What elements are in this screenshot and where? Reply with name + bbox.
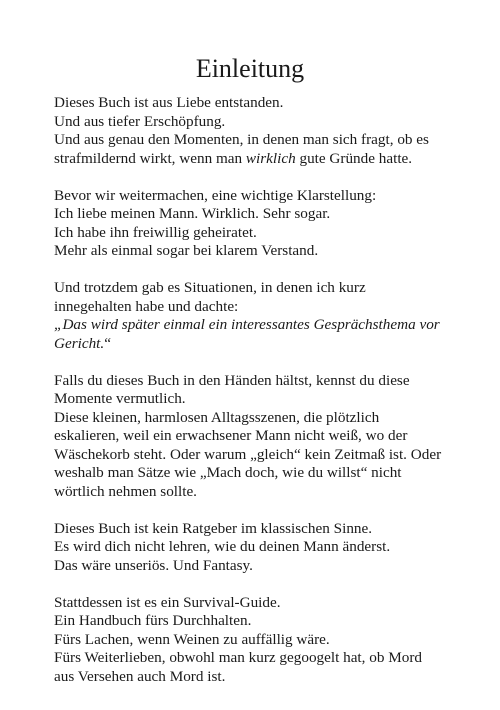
paragraph-3 — [54, 279, 454, 353]
text-line: Bevor wir weitermachen, eine wichtige Klarstellung: — [54, 186, 377, 204]
italic-quote: „Das wird später einmal ein interessantes Gesprächsthema vor Gericht. — [54, 316, 440, 352]
text-line: Falls du dieses Buch in den Händen hältst, kennst du diese — [54, 371, 410, 389]
paragraph-1 — [54, 94, 454, 168]
paragraph-2 — [54, 187, 454, 261]
paragraph-5 — [54, 520, 454, 576]
text-segment: gute Gründe hatte. — [295, 149, 413, 167]
text-line: innegehalten habe und dachte: — [54, 297, 239, 315]
text-line: Dieses Buch ist kein Ratgeber im klassischen Sinne. — [54, 519, 373, 537]
text-line: Es wird dich nicht lehren, wie du deinen Mann änderst. — [54, 538, 391, 555]
text-line: Diese kleinen, harmlosen Alltagsszenen, die plötzlich — [54, 408, 380, 426]
text-line: Fürs Weiterlieben, obwohl man kurz gegoogelt hat, ob Mord — [54, 649, 422, 666]
text-line: wörtlich nehmen sollte. — [54, 482, 197, 500]
text-line — [54, 150, 454, 169]
text-line: Fürs Lachen, wenn Weinen zu auffällig wäre. — [54, 630, 330, 648]
chapter-body — [54, 94, 454, 705]
text-line: Und aus tiefer Erschöpfung. — [54, 112, 226, 130]
chapter-title: Einleitung — [195, 54, 305, 83]
text-line: Ich liebe meinen Mann. Wirklich. Sehr sogar. — [54, 205, 331, 222]
text-line: Mehr als einmal sogar bei klarem Verstand. — [54, 242, 319, 259]
emphasis-text: wirklich — [245, 149, 296, 167]
text-line: Wäschekorb steht. Oder warum „gleich“ kein Zeitmaß ist. Oder — [54, 445, 442, 463]
text-line: weshalb man Sätze wie „Mach doch, wie du willst“ nicht — [54, 464, 402, 481]
quote-line — [54, 316, 454, 353]
text-line: Und trotzdem gab es Situationen, in denen ich kurz — [54, 279, 366, 296]
text-line: Und aus genau den Momenten, in denen man sich fragt, ob es — [54, 131, 429, 148]
text-line: eskalieren, weil ein erwachsener Mann nicht weiß, wo der — [54, 427, 408, 444]
paragraph-4 — [54, 372, 454, 502]
text-line: Stattdessen ist es ein Survival-Guide. — [54, 593, 281, 611]
quote-close: “ — [104, 334, 111, 352]
text-line: Das wäre unseriös. Und Fantasy. — [54, 556, 253, 574]
text-line: Dieses Buch ist aus Liebe entstanden. — [54, 94, 284, 111]
paragraph-6 — [54, 594, 454, 687]
text-line: Ich habe ihn freiwillig geheiratet. — [54, 223, 257, 241]
text-segment: strafmildernd wirkt, wenn man — [54, 149, 246, 167]
text-line: Ein Handbuch fürs Durchhalten. — [54, 612, 252, 629]
text-line: aus Versehen auch Mord ist. — [54, 667, 226, 685]
text-line: Momente vermutlich. — [54, 390, 186, 407]
